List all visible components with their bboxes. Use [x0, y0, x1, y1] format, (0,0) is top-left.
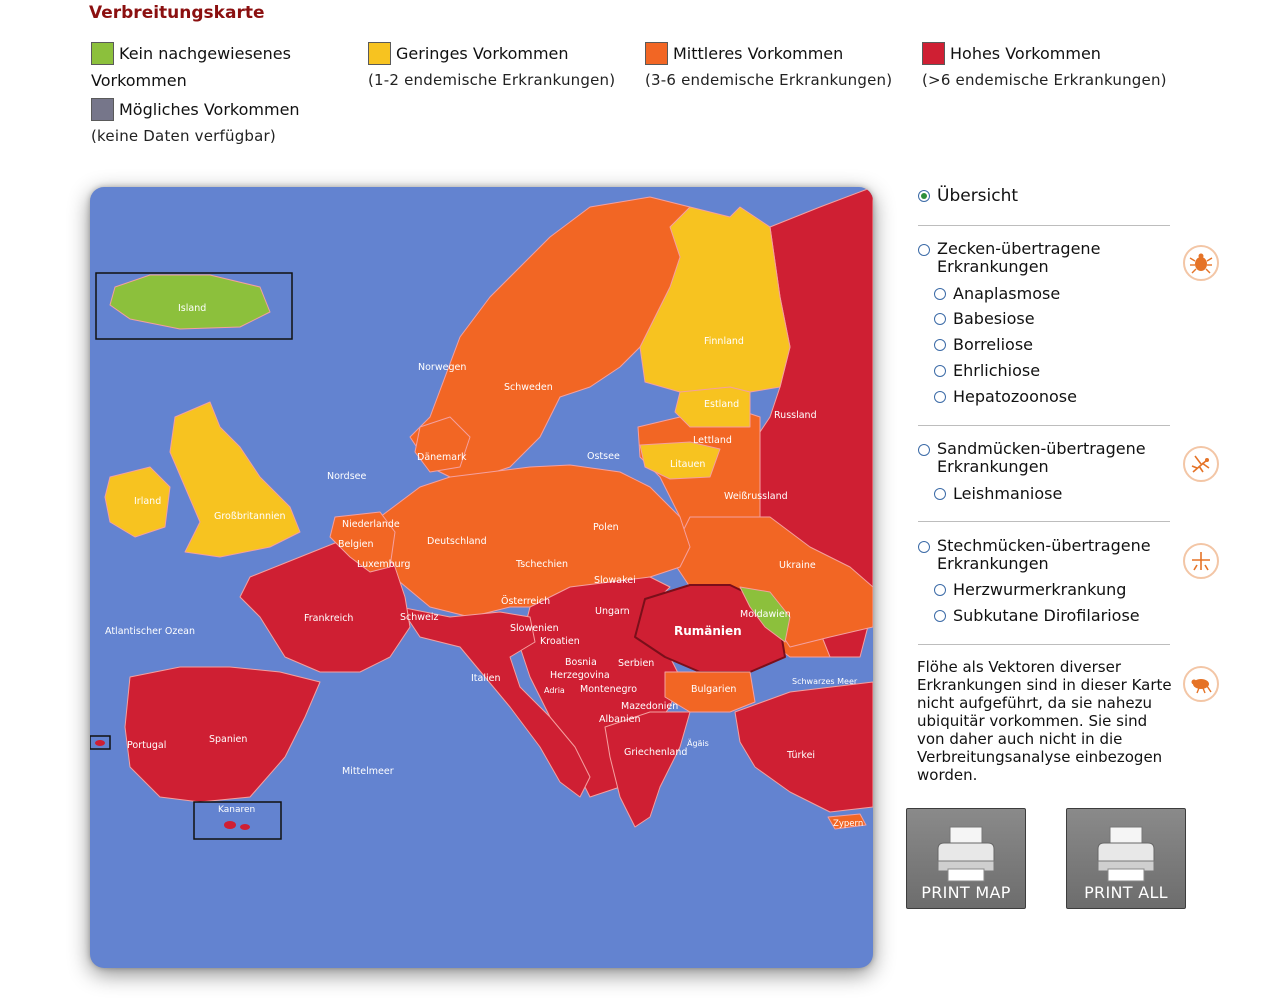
divider	[918, 521, 1170, 522]
option-label: Anaplasmose	[953, 284, 1061, 303]
radio-babesiose[interactable]	[934, 309, 1035, 328]
legend-item-medium	[645, 40, 892, 94]
legend-swatch-yellow	[368, 42, 391, 65]
label-italien: Italien	[471, 673, 501, 684]
country-tuerkei[interactable]	[735, 682, 873, 812]
label-ukraine: Ukraine	[779, 560, 816, 571]
label-schweden: Schweden	[504, 382, 553, 393]
radio-hepatozoonose[interactable]	[934, 387, 1077, 406]
label-kanaren: Kanaren	[218, 805, 256, 815]
label-adria: Adria	[544, 686, 565, 695]
flea-note: Flöhe als Vektoren diverser Erkrankungen sind in dieser Karte nicht aufgeführt, da sie nahezu ubiquitär vorkommen. Sie sind von daher auch nicht in die Verbreitungsanalyse einbezogen worden.	[917, 658, 1172, 784]
europe-map-svg[interactable]	[90, 187, 873, 968]
label-litauen: Litauen	[670, 459, 706, 470]
country-grossbritannien[interactable]	[170, 402, 300, 557]
legend-swatch-green	[91, 42, 114, 65]
option-label: Übersicht	[937, 186, 1019, 206]
radio-button[interactable]	[918, 541, 930, 553]
legend-label: Kein nachgewiesenes	[119, 44, 291, 63]
divider	[918, 225, 1170, 226]
label-griechenland: Griechenland	[624, 747, 688, 758]
label-montenegro: Montenegro	[580, 684, 638, 695]
print-all-label: PRINT ALL	[1084, 883, 1168, 902]
label-belgien: Belgien	[338, 539, 374, 550]
legend-swatch-red	[922, 42, 945, 65]
label-kroatien: Kroatien	[540, 636, 580, 647]
legend-item-low	[368, 40, 615, 94]
legend-label: Mögliches Vorkommen	[119, 100, 300, 119]
option-label: Herzwurmerkrankung	[953, 580, 1127, 599]
label-frankreich: Frankreich	[304, 613, 354, 624]
label-schwarzes-meer: Schwarzes Meer	[792, 677, 858, 686]
distribution-map[interactable]	[90, 187, 873, 968]
radio-button[interactable]	[918, 444, 930, 456]
legend-label: Hohes Vorkommen	[950, 44, 1101, 63]
label-lettland: Lettland	[693, 435, 732, 446]
legend-sub: Vorkommen	[91, 71, 187, 90]
label-deutschland: Deutschland	[427, 536, 487, 547]
label-mazedonien: Mazedonien	[621, 701, 679, 712]
radio-button[interactable]	[934, 313, 946, 325]
group-title: Stechmücken-übertragene Erkrankungen	[937, 536, 1151, 573]
radio-ehrlichiose[interactable]	[934, 361, 1040, 380]
label-ostsee: Ostsee	[587, 451, 620, 462]
legend-swatch-orange	[645, 42, 668, 65]
label-estland: Estland	[704, 399, 740, 410]
printer-icon	[1094, 825, 1158, 883]
mosquito-icon	[1183, 543, 1219, 579]
option-label: Subkutane Dirofilariose	[953, 606, 1140, 625]
label-serbien: Serbien	[618, 658, 655, 669]
madeira-island	[95, 740, 105, 746]
kanaren-island	[224, 821, 236, 829]
country-griechenland[interactable]	[605, 712, 690, 827]
radio-button[interactable]	[934, 288, 946, 300]
label-niederlande: Niederlande	[342, 519, 400, 530]
label-slowenien: Slowenien	[510, 623, 559, 634]
label-island: Island	[178, 303, 207, 314]
radio-button-checked[interactable]	[918, 190, 930, 202]
page-title: Verbreitungskarte	[89, 3, 265, 23]
label-atlantik: Atlantischer Ozean	[105, 626, 196, 637]
label-weissrussland: Weißrussland	[724, 491, 788, 502]
radio-button[interactable]	[934, 365, 946, 377]
print-map-button[interactable]	[906, 808, 1026, 909]
radio-button[interactable]	[934, 610, 946, 622]
option-label: Leishmaniose	[953, 484, 1063, 503]
label-tuerkei: Türkei	[787, 750, 816, 761]
legend-sub: (3-6 endemische Erkrankungen)	[645, 71, 893, 89]
radio-button[interactable]	[934, 391, 946, 403]
print-all-button[interactable]	[1066, 808, 1186, 909]
label-zypern: Zypern	[833, 819, 864, 829]
legend-sub: (1-2 endemische Erkrankungen)	[368, 71, 616, 89]
radio-button[interactable]	[934, 584, 946, 596]
radio-zecken[interactable]	[918, 240, 1148, 276]
option-label: Borreliose	[953, 335, 1033, 354]
legend-item-possible	[91, 96, 300, 150]
tick-icon	[1183, 245, 1219, 281]
flea-icon	[1183, 666, 1219, 702]
group-title: Zecken-übertragene Erkrankungen	[937, 239, 1101, 276]
legend-swatch-grey	[91, 98, 114, 121]
label-tschechien: Tschechien	[516, 559, 569, 570]
label-polen: Polen	[593, 522, 619, 533]
kanaren-island	[240, 824, 250, 830]
label-herzegovina: Herzegovina	[550, 670, 610, 681]
radio-herzwurmerkrankung[interactable]	[934, 580, 1126, 599]
divider	[918, 644, 1170, 645]
divider	[918, 425, 1170, 426]
label-irland: Irland	[134, 496, 162, 507]
label-luxemburg: Luxemburg	[357, 559, 411, 570]
label-grossbritannien: Großbritannien	[214, 511, 286, 522]
country-island[interactable]	[110, 275, 270, 329]
legend-label: Geringes Vorkommen	[396, 44, 569, 63]
legend-sub: (>6 endemische Erkrankungen)	[922, 71, 1167, 89]
label-rumaenien: Rumänien	[674, 624, 742, 638]
label-nordsee: Nordsee	[327, 471, 367, 482]
legend-label: Mittleres Vorkommen	[673, 44, 844, 63]
label-russland: Russland	[774, 410, 817, 421]
radio-button[interactable]	[918, 244, 930, 256]
label-daenemark: Dänemark	[417, 452, 467, 463]
label-bosnia: Bosnia	[565, 657, 597, 668]
printer-icon	[934, 825, 998, 883]
label-mittelmeer: Mittelmeer	[342, 766, 394, 777]
label-oesterreich: Österreich	[501, 596, 551, 607]
group-title: Sandmücken-übertragene Erkrankungen	[937, 439, 1146, 476]
radio-stechmuecken[interactable]	[918, 537, 1183, 573]
option-label: Babesiose	[953, 309, 1035, 328]
radio-button[interactable]	[934, 339, 946, 351]
label-portugal: Portugal	[127, 740, 167, 751]
legend-sub: (keine Daten verfügbar)	[91, 127, 276, 145]
radio-button[interactable]	[934, 488, 946, 500]
label-bulgarien: Bulgarien	[691, 684, 737, 695]
sandfly-icon	[1183, 446, 1219, 482]
label-moldawien: Moldawien	[740, 609, 791, 620]
legend-item-high	[922, 40, 1167, 94]
radio-sandmuecken[interactable]	[918, 440, 1178, 476]
radio-anaplasmose[interactable]	[934, 284, 1060, 303]
label-spanien: Spanien	[209, 734, 248, 745]
label-albanien: Albanien	[599, 714, 641, 725]
legend-item-none	[91, 40, 291, 94]
label-aegaeis: Ägäis	[687, 739, 709, 748]
radio-borreliose[interactable]	[934, 335, 1033, 354]
option-label: Ehrlichiose	[953, 361, 1041, 380]
label-finnland: Finnland	[704, 336, 744, 347]
label-ungarn: Ungarn	[595, 606, 630, 617]
option-label: Hepatozoonose	[953, 387, 1077, 406]
label-schweiz: Schweiz	[400, 612, 439, 623]
print-map-label: PRINT MAP	[921, 883, 1011, 902]
label-norwegen: Norwegen	[418, 362, 467, 373]
radio-subkutane-dirofilariose[interactable]	[934, 606, 1140, 625]
radio-uebersicht[interactable]	[918, 186, 1018, 206]
radio-leishmaniose[interactable]	[934, 484, 1062, 503]
label-slowakei: Slowakei	[594, 575, 636, 586]
